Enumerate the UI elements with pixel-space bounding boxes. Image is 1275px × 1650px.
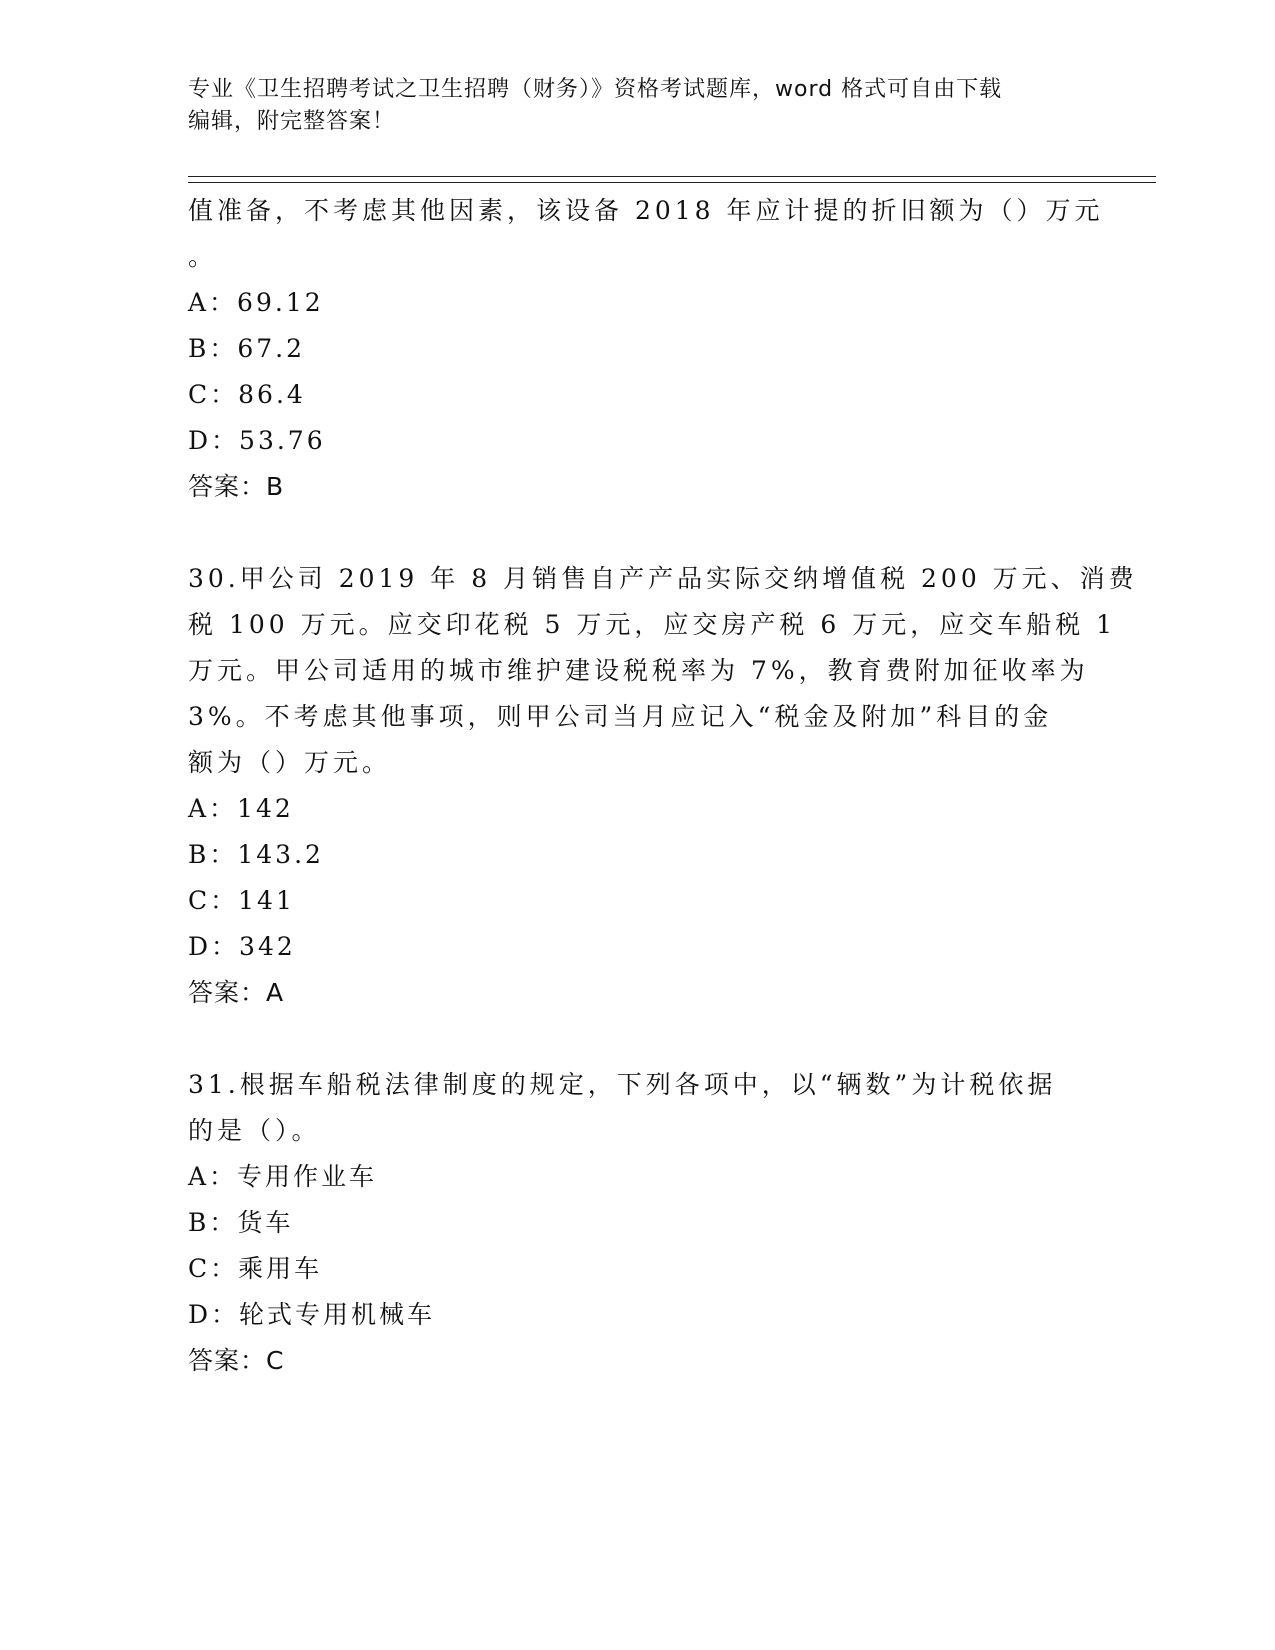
option-c: C：141 (188, 886, 295, 915)
question-stem-line: 31.根据车船税法律制度的规定，下列各项中，以“辆数”为计税依据 (188, 1070, 1057, 1099)
question-spacer (188, 1016, 1088, 1062)
question-spacer (188, 510, 1088, 556)
answer-line: 答案：A (188, 978, 285, 1007)
answer-line: 答案：B (188, 472, 285, 501)
option-a: A：专用作业车 (188, 1162, 378, 1191)
header-line-1: 专业《卫生招聘考试之卫生招聘（财务）》资格考试题库，word 格式可自由下载 (188, 77, 1003, 102)
option-b: B：货车 (188, 1208, 294, 1237)
question-stem-line: 万元。甲公司适用的城市维护建设税税率为 7%，教育费附加征收率为 (188, 656, 1089, 685)
header-divider-top (188, 176, 1156, 177)
option-d: D：53.76 (188, 426, 326, 455)
question-stem-line: 值准备，不考虑其他因素，该设备 2018 年应计提的折旧额为（）万元 (188, 196, 1104, 225)
question-stem-line: 额为（）万元。 (188, 748, 392, 777)
question-30 (188, 556, 1138, 1016)
option-b: B：143.2 (188, 840, 324, 869)
question-stem-line: 的是（）。 (188, 1116, 321, 1145)
option-c: C：86.4 (188, 380, 306, 409)
question-31 (188, 1062, 1088, 1384)
page-header (188, 74, 1088, 138)
question-stem-line: 。 (188, 242, 218, 271)
question-29 (188, 188, 1104, 510)
document-body (188, 188, 1138, 1384)
option-a: A：142 (188, 794, 294, 823)
answer-line: 答案：C (188, 1346, 285, 1375)
header-line-2: 编辑，附完整答案！ (188, 109, 396, 134)
option-d: D：342 (188, 932, 296, 961)
header-divider-bottom (188, 182, 1156, 183)
question-stem-line: 税 100 万元。应交印花税 5 万元，应交房产税 6 万元，应交车船税 1 (188, 610, 1117, 639)
option-c: C：乘用车 (188, 1254, 323, 1283)
question-stem-line: 3%。不考虑其他事项，则甲公司当月应记入“税金及附加”科目的金 (188, 702, 1053, 731)
option-d: D：轮式专用机械车 (188, 1300, 436, 1329)
option-b: B：67.2 (188, 334, 306, 363)
question-stem-line: 30.甲公司 2019 年 8 月销售自产产品实际交纳增值税 200 万元、消费 (188, 564, 1138, 593)
option-a: A：69.12 (188, 288, 324, 317)
